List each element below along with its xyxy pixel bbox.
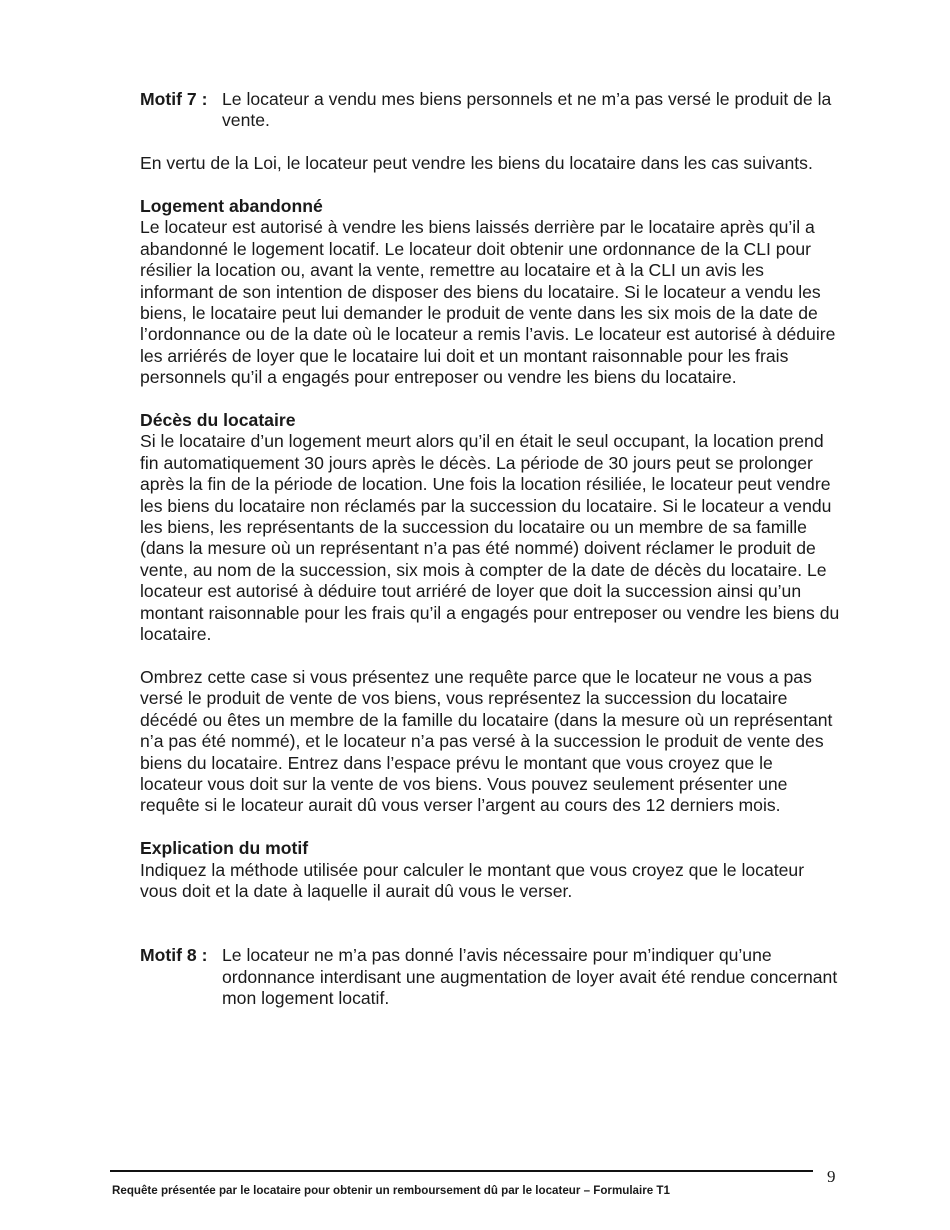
intro-paragraph: En vertu de la Loi, le locateur peut vendre les biens du locataire dans les cas suivants.	[140, 153, 813, 174]
footer-title: Requête présentée par le locataire pour obtenir un remboursement dû par le locateur – Formulaire T1	[112, 1184, 670, 1197]
ombrez-paragraph: Ombrez cette case si vous présentez une requête parce que le locateur ne vous a pas versé le produit de vente de vos biens, vous représentez la succession du locataire décédé ou êtes un membre de la famille du locataire (dans la mesure où un représentant n’a pas été nommé), et le locateur n’a pas versé à la succession le produit de vente des biens du locataire. Entrez dans l’espace prévu le montant que vous croyez que le locateur vous doit sur la vente de vos biens. Vous pouvez seulement présenter une requête si le locateur aurait dû vous verser l’argent au cours des 12 derniers mois.	[140, 666, 833, 816]
logement-abandonne-paragraph: Le locateur est autorisé à vendre les biens laissés derrière par le locataire après qu’il a abandonné le logement locatif. Le locateur doit obtenir une ordonnance de la CLI pour résilier la location ou, avant la vente, remettre au locataire et à la CLI un avis les informant de son intention de disposer des biens du locataire. Si le locateur a vendu les biens, le locataire peut lui demander le produit de vente dans les six mois de la date de l’ordonnance ou de la date où le locateur a remis l’avis. Le locateur est autorisé à déduire les arriérés de loyer que le locataire lui doit et un montant raisonnable pour les frais personnels qu’il a engagés pour entreposer ou vendre les biens du locataire.	[140, 217, 836, 388]
motif-7-text: Le locateur a vendu mes biens personnels et ne m’a pas versé le produit de la vente.	[222, 89, 832, 131]
logement-abandonne-heading: Logement abandonné	[140, 196, 323, 216]
explication-heading: Explication du motif	[140, 838, 309, 859]
motif-8-label: Motif 8 :	[140, 945, 208, 966]
deces-locataire-paragraph: Si le locataire d’un logement meurt alors qu’il en était le seul occupant, la location prend fin automatiquement 30 jours après le décès. La période de 30 jours peut se prolonger après la fin de la période de location. Une fois la location résiliée, le locateur peut vendre les biens du locataire non réclamés par la succession du locataire. Si le locateur a vendu les biens, les représentants de la succession du locataire ou un membre de sa famille (dans la mesure où un représentant n’a pas été nommé) doivent réclamer le produit de vente, au nom de la succession, six mois à compter de la date de décès du locataire. Le locateur est autorisé à déduire tout arriéré de loyer que doit la succession ainsi qu’un montant raisonnable pour les frais qu’il a engagés pour entreposer ou vendre les biens du locataire.	[140, 431, 840, 645]
page-content	[140, 89, 840, 1009]
motif-8-text: Le locateur ne m’a pas donné l’avis nécessaire pour m’indiquer qu’une ordonnance interdisant une augmentation de loyer avait été rendue concernant mon logement locatif.	[222, 945, 838, 1008]
deces-locataire-heading: Décès du locataire	[140, 410, 296, 431]
page-number: 9	[827, 1167, 836, 1186]
explication-paragraph: Indiquez la méthode utilisée pour calculer le montant que vous croyez que le locateur vous doit et la date à laquelle il aurait dû vous le verser.	[140, 859, 805, 901]
motif-7	[140, 89, 840, 132]
footer-divider	[110, 1170, 813, 1172]
motif-8	[140, 945, 840, 1009]
motif-7-label: Motif 7 :	[140, 89, 208, 109]
